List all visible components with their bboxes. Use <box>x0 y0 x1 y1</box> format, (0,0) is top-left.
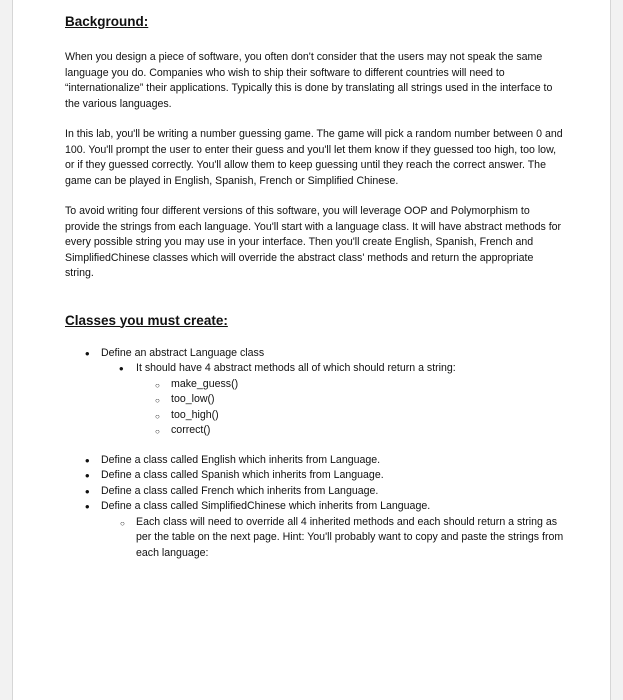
method-list <box>65 377 565 439</box>
subclass-list <box>65 453 565 515</box>
method-item: ○ correct() <box>65 423 565 439</box>
list-item: • It should have 4 abstract methods all of which should return a string: <box>65 361 565 377</box>
list-item: • Define a class called English which inherits from Language. <box>65 453 565 469</box>
language-class-sublist <box>65 361 565 377</box>
classes-heading: Classes you must create: <box>65 312 228 328</box>
list-item: ○ Each class will need to override all 4 inherited methods and each should return a string as per the table on the next page. Hint: You'll probably want to copy and paste the strings from each language: <box>65 515 565 562</box>
document-content <box>65 13 565 561</box>
language-class-list <box>65 346 565 362</box>
list-item: • Define an abstract Language class <box>65 346 565 362</box>
document-page <box>12 0 611 700</box>
list-item: • Define a class called French which inherits from Language. <box>65 484 565 500</box>
background-paragraph-2: In this lab, you'll be writing a number guessing game. The game will pick a random number between 0 and 100. You'll prompt the user to enter their guess and you'll let them know if they guessed too high, too low, or if they guessed correctly. You'll allow them to keep guessing until they reach the correct answer. The game can be played in English, Spanish, French or Simplified Chinese. <box>65 128 563 187</box>
list-item: • Define a class called Spanish which inherits from Language. <box>65 468 565 484</box>
subclass-note-list <box>65 515 565 562</box>
background-heading: Background: <box>65 14 149 29</box>
list-item: • Define a class called SimplifiedChinese which inherits from Language. <box>65 499 565 515</box>
method-item: ○ too_low() <box>65 392 565 408</box>
method-item: ○ too_high() <box>65 408 565 424</box>
background-paragraph-3: To avoid writing four different versions of this software, you will leverage OOP and Polymorphism to provide the strings from each language. You'll start with a language class. It will have abstract methods for every possible string you may use in your interface. Then you'll create English, Spanish, French and SimplifiedChinese classes which will override the abstract class' methods and return the appropriate string. <box>65 205 562 279</box>
background-paragraph-1: When you design a piece of software, you often don't consider that the users may not speak the same language you do. Companies who wish to ship their software to different countries will need to “internationalize” their applications. Typically this is done by translating all strings used in the interface to the various languages. <box>65 51 553 110</box>
method-item: ○ make_guess() <box>65 377 565 393</box>
